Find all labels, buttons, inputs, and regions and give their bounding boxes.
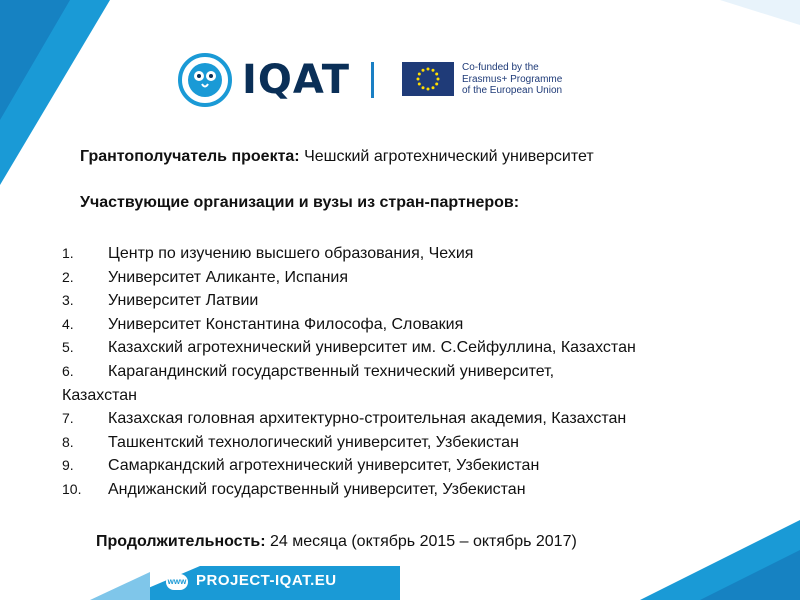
footer-url-link[interactable]: PROJECT-IQAT.EU — [196, 572, 337, 589]
duration-value: 24 месяца (октябрь 2015 – октябрь 2017) — [270, 533, 577, 550]
iqat-logo — [178, 52, 350, 108]
logo-divider — [371, 62, 374, 98]
eu-line: Co-funded by the — [462, 62, 539, 73]
list-text: Университет Аликанте, Испания — [108, 268, 349, 286]
list-item — [62, 431, 782, 455]
globe-icon: www — [166, 574, 188, 590]
participants-heading: Участвующие организации и вузы из стран-партнеров: — [80, 194, 520, 211]
list-number: 2. — [62, 268, 74, 285]
list-text: Карагандинский государственный технический университет, — [108, 362, 555, 380]
list-text: Ташкентский технологический университет, Узбекистан — [108, 433, 519, 451]
list-item — [62, 454, 782, 478]
list-number: 5. — [62, 339, 74, 356]
list-text: Андижанский государственный университет, Узбекистан — [108, 480, 526, 498]
list-item — [62, 242, 782, 266]
duration-line — [96, 533, 577, 551]
list-item — [62, 313, 782, 337]
grantee-line — [80, 148, 594, 166]
list-item — [62, 289, 782, 313]
list-continuation: Казахстан — [62, 386, 137, 404]
eu-line: Erasmus+ Programme — [462, 73, 563, 85]
duration-label: Продолжительность: — [96, 533, 266, 550]
list-text: Университет Константина Философа, Словакия — [108, 315, 464, 333]
list-item — [62, 407, 782, 431]
list-item — [62, 478, 782, 502]
owl-logo-icon — [178, 53, 232, 107]
eu-line: of the European Union — [462, 85, 563, 96]
list-text: Университет Латвии — [108, 292, 259, 310]
list-text: Казахская головная архитектурно-строительная академия, Казахстан — [108, 410, 627, 428]
list-item — [62, 266, 782, 290]
eu-cofunded-text — [462, 62, 562, 97]
list-number: 4. — [62, 315, 74, 332]
list-number: 9. — [62, 457, 74, 474]
logo-text: IQAT — [242, 57, 351, 103]
list-text: Казахский агротехнический университет им. С.Сейфуллина, Казахстан — [108, 339, 636, 357]
list-item — [62, 360, 782, 384]
grantee-label: Грантополучатель проекта: — [80, 148, 300, 165]
grantee-value: Чешский агротехнический университет — [304, 148, 594, 165]
list-number: 1. — [62, 245, 74, 261]
list-text: Центр по изучению высшего образования, Чехия — [108, 245, 474, 262]
list-text: Самаркандский агротехнический университет, Узбекистан — [108, 457, 540, 475]
list-number: 6. — [62, 362, 74, 379]
eu-flag-icon — [402, 62, 454, 96]
list-item — [62, 336, 782, 360]
list-number: 8. — [62, 433, 74, 450]
list-number: 7. — [62, 410, 74, 427]
list-number: 3. — [62, 292, 74, 309]
partner-list — [62, 242, 782, 502]
list-number: 10. — [62, 480, 82, 497]
